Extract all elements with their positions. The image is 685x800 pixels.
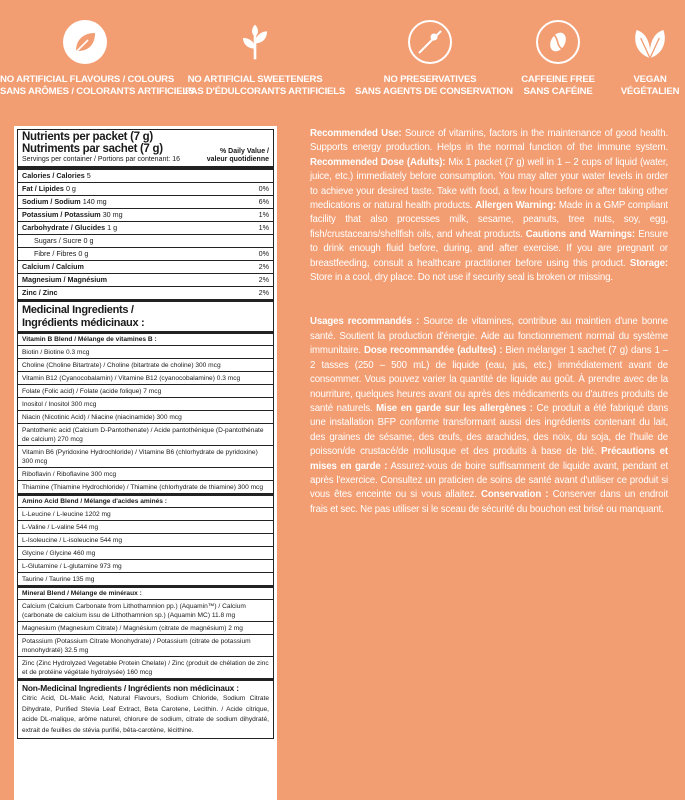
nutrient-daily-value: 2% bbox=[258, 262, 269, 271]
nutrient-label: Potassium / Potassium 30 mg bbox=[22, 210, 123, 219]
badge-title-fr: SANS AGENTS DE CONSERVATION bbox=[355, 86, 513, 97]
ingredient-item: Magnesium (Magnesium Citrate) / Magnésium (citrate de magnésium) 2 mg bbox=[18, 622, 273, 635]
nutrient-label: Sugars / Sucre 0 g bbox=[34, 236, 94, 245]
nutrient-row bbox=[18, 234, 273, 247]
non-medicinal-ingredients bbox=[18, 678, 273, 738]
ingredient-item: Zinc (Zinc Hydrolyzed Vegetable Protein Chelate) / Zinc (produit de chélation de zinc et de protéine végétale hydrolysée) 160 mcg bbox=[22, 660, 269, 676]
badge-no-artificial-flavours bbox=[0, 0, 195, 98]
nutrient-row bbox=[18, 260, 273, 273]
servings-per-container: Servings per container / Portions par contenant: 16 bbox=[22, 156, 180, 163]
ingredient-item: Vitamin B6 (Pyridoxine Hydrochloride) / Vitamine B6 (chlorhydrate de pyridoxine) 300 mcg bbox=[18, 446, 273, 468]
nutrient-row bbox=[18, 221, 273, 234]
ingredient-item: L-Valine / L-valine 544 mg bbox=[18, 521, 273, 534]
badge-caffeine-free bbox=[508, 0, 608, 98]
non-medicinal-heading: Non-Medicinal Ingredients / Ingrédients non médicinaux : bbox=[22, 683, 239, 693]
ingredient-item: L-Isoleucine / L-isoleucine 544 mg bbox=[18, 534, 273, 547]
facts-title-fr: Nutriments par sachet (7 g) bbox=[22, 143, 163, 155]
nutrient-row bbox=[18, 195, 273, 208]
nutrient-daily-value: 1% bbox=[258, 223, 269, 232]
ingredient-item: Niacin (Nicotinic Acid) / Niacine (niacinamide) 300 mcg bbox=[18, 411, 273, 424]
nutrient-row bbox=[18, 286, 273, 299]
badge-no-artificial-sweeteners bbox=[185, 0, 346, 98]
nutrient-label: Magnesium / Magnésium bbox=[22, 275, 108, 284]
nutrient-label: Fat / Lipides 0 g bbox=[22, 184, 76, 193]
ingredient-item: Biotin / Biotine 0.3 mcg bbox=[18, 346, 273, 359]
nutrient-row bbox=[18, 208, 273, 221]
ingredient-item: Vitamin B12 (Cyanocobalamin) / Vitamine B12 (cyanocobalamine) 0.3 mcg bbox=[18, 372, 273, 385]
nutrient-daily-value: 0% bbox=[258, 249, 269, 258]
medicinal-ingredients-title: Medicinal Ingredients / Ingrédients médicinaux : bbox=[22, 304, 145, 329]
badge-title-en: NO ARTIFICIAL SWEETENERS bbox=[187, 74, 323, 85]
ingredient-item: Folate (Folic acid) / Folate (acide folique) 7 mcg bbox=[18, 385, 273, 398]
ingredient-item: Glycine / Glycine 460 mg bbox=[18, 547, 273, 560]
nutrient-daily-value: 2% bbox=[258, 275, 269, 284]
facts-title-en: Nutrients per packet (7 g) bbox=[22, 131, 153, 143]
nutrient-daily-value: 6% bbox=[258, 197, 269, 206]
feature-banner bbox=[0, 0, 685, 118]
nutrition-panel bbox=[14, 126, 277, 800]
nutrient-label: Sodium / Sodium 140 mg bbox=[22, 197, 107, 206]
ingredient-block-heading: Mineral Blend / Mélange de minéraux : bbox=[18, 588, 273, 600]
ingredient-block-heading: Amino Acid Blend / Mélange d'acides aminés : bbox=[18, 496, 273, 508]
non-medicinal-text: Citric Acid, DL-Malic Acid, Natural Flavours, Sodium Chloride, Sodium Citrate Dihydrate, Purified Stevia Leaf Extract, Beta Carotene, Lecithin. / Acide citrique, acide DL-malique, arôme naturel, chlorure de sodium, citrate de sodium dihydraté, extrait de feuilles de stévia purifié, bêta-carotène, lécithine. bbox=[22, 695, 269, 734]
nutrient-label: Carbohydrate / Glucides 1 g bbox=[22, 223, 118, 232]
ingredient-item: Inositol / Inositol 300 mcg bbox=[18, 398, 273, 411]
nutrient-label: Calcium / Calcium bbox=[22, 262, 84, 271]
daily-value-header: % Daily Value / valeur quotidienne bbox=[206, 148, 269, 163]
badge-title-fr: SANS ARÔMES / COLORANTS ARTIFICIELS bbox=[0, 86, 195, 97]
directions-english: Recommended Use: Source of vitamins, factors in the maintenance of good health. Supports energy production. Helps in the normal function of the immune system. Recommended Dose (Adults): Mix 1 packet (7 g) well in 1 – 2 cups of liquid (water, juice, etc.) immediately before consumption. You may alter your water levels in order to achieve your desired taste. Take with food, a few hours before or after taking other medications or natural health products. Allergen Warning: Made in a GMP compliant facility that also processes milk, sesame, peanuts, tree nuts, soy, egg, fish/crustaceans/shellfish oils, and wheat products. Cautions and Warnings: Ensure to drink enough fluid before, during, and after exercise. If you are pregnant or breastfeeding, consult a healthcare practitioner before using this product. Storage: Store in a cool, dry place. Do not use if security seal is broken or missing. bbox=[310, 128, 668, 284]
badge-title-en: NO ARTIFICIAL FLAVOURS / COLOURS bbox=[0, 74, 175, 85]
nutrient-row bbox=[18, 273, 273, 286]
nutrient-daily-value: 0% bbox=[258, 184, 269, 193]
nutrient-daily-value: 2% bbox=[258, 288, 269, 297]
nutrient-label: Fibre / Fibres 0 g bbox=[34, 249, 89, 258]
badge-vegan bbox=[612, 0, 685, 98]
vegan-leaves-icon bbox=[628, 20, 672, 64]
nutrient-rows bbox=[22, 170, 269, 299]
sprout-icon bbox=[233, 20, 277, 64]
no-preservatives-icon bbox=[408, 20, 452, 64]
badge-title-fr: VÉGÉTALIEN bbox=[620, 86, 680, 97]
nutrient-row bbox=[18, 182, 273, 195]
directions-french: Usages recommandés : Source de vitamines, contribue au maintien d'une bonne santé. Soutient la production d'énergie. Aide au fonctionnement normal du système immunitaire. Dose recommandée (adultes) : Bien mélanger 1 sachet (7 g) dans 1 – 2 tasses (250 – 500 mL) de liquide (eau, jus, etc.) immédiatement avant de consommer. Vous pouvez varier la quantité de liquide au goût. À prendre avec de la nourriture, quelques heures avant ou après des médicaments ou d'autres produits de santé naturels. Mise en garde sur les allergènes : Ce produit a été fabriqué dans une installation BFP conforme transformant aussi des ingrédients contenant du lait, des graines de sésame, des œufs, des arachides, des noix, du soja, de l'huile de poisson/de crustacé/de mollusque et des produits à base de blé. Précautions et mises en garde : Assurez-vous de boire suffisamment de liquide avant, pendant et après l'exercice. Consultez un praticien de soins de santé avant d'utiliser ce produit si vous êtes enceinte ou si vous allaitez. Conservation : Conserver dans un endroit frais et sec. Ne pas utiliser si le sceau de sécurité du bouchon est brisé ou manquant. bbox=[310, 316, 669, 515]
ingredient-block bbox=[18, 493, 273, 585]
ingredient-item: Thiamine (Thiamine Hydrochloride) / Thiamine (chlorhydrate de thiamine) 300 mcg bbox=[22, 484, 264, 491]
badge-title-en: CAFFEINE FREE bbox=[521, 74, 595, 85]
leaf-icon bbox=[63, 20, 107, 64]
nutrient-daily-value: 1% bbox=[258, 210, 269, 219]
badge-title-fr: SANS CAFÉINE bbox=[523, 86, 593, 97]
badge-title-en: NO PRESERVATIVES bbox=[383, 74, 477, 85]
nutrient-label: Zinc / Zinc bbox=[22, 288, 58, 297]
ingredient-item: L-Glutamine / L-glutamine 973 mg bbox=[18, 560, 273, 573]
ingredient-item: Choline (Choline Bitartrate) / Choline (bitartrate de choline) 300 mcg bbox=[18, 359, 273, 372]
ingredient-block bbox=[18, 331, 273, 493]
ingredient-item: Riboflavin / Riboflavine 300 mcg bbox=[18, 468, 273, 481]
ingredient-item: L-Leucine / L-leucine 1202 mg bbox=[18, 508, 273, 521]
ingredient-block-heading: Vitamin B Blend / Mélange de vitamines B : bbox=[18, 334, 273, 346]
product-directions bbox=[310, 127, 668, 517]
coffee-bean-icon bbox=[536, 20, 580, 64]
ingredient-item: Potassium (Potassium Citrate Monohydrate) / Potassium (citrate de potassium monohydraté) 32.5 mg bbox=[18, 635, 273, 657]
nutrient-row bbox=[18, 247, 273, 260]
badge-no-preservatives bbox=[355, 0, 513, 98]
medicinal-ingredient-blocks bbox=[18, 331, 273, 678]
badge-title-en: VEGAN bbox=[633, 74, 667, 85]
nutrition-facts-table bbox=[17, 129, 274, 739]
ingredient-block bbox=[18, 585, 273, 678]
nutrient-row bbox=[18, 170, 273, 182]
nutrient-label: Calories / Calories 5 bbox=[22, 171, 91, 180]
ingredient-item: Pantothenic acid (Calcium D-Pantothenate) / Acide pantothénique (D-pantothénate de calcium) 270 mcg bbox=[18, 424, 273, 446]
badge-title-fr: PAS D'ÉDULCORANTS ARTIFICIELS bbox=[185, 86, 346, 97]
ingredient-item: Taurine / Taurine 135 mg bbox=[22, 576, 95, 583]
ingredient-item: Calcium (Calcium Carbonate from Lithothamnion pp.) (Aquamin™) / Calcium (carbonate de calcium issu de Lithothamnion sp.) (Aquamin MC) 11.8 mg bbox=[18, 600, 273, 622]
